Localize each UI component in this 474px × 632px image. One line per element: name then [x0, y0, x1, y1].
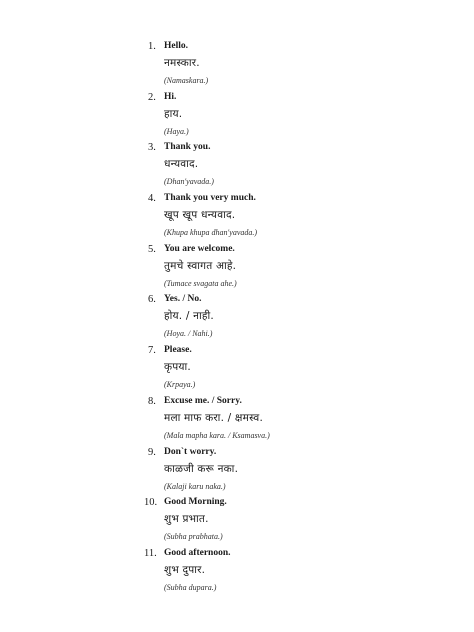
- marathi-phrase: मला माफ करा. / क्षमस्व.: [164, 411, 263, 424]
- transliteration: (Krpaya.): [164, 380, 196, 390]
- list-item: [144, 141, 454, 192]
- item-number: 3.: [148, 142, 156, 154]
- transliteration: (Kalaji karu naka.): [164, 481, 226, 491]
- transliteration: (Mala mapha kara. / Ksamasva.): [164, 430, 270, 440]
- transliteration: (Tumace svagata ahe.): [164, 278, 237, 288]
- item-number: 2.: [148, 91, 156, 103]
- transliteration: (Namaskara.): [164, 76, 209, 85]
- item-number: 6.: [148, 294, 156, 306]
- transliteration: (Haya.): [164, 126, 189, 136]
- english-phrase: Hi.: [164, 91, 177, 102]
- marathi-phrase: कृपया.: [164, 361, 191, 374]
- list-item: [144, 547, 454, 598]
- english-phrase: Excuse me. / Sorry.: [164, 395, 242, 406]
- list-item: [144, 192, 454, 243]
- english-phrase: Good afternoon.: [164, 547, 231, 558]
- item-number: 8.: [148, 395, 156, 407]
- english-phrase: Good Morning.: [164, 497, 227, 508]
- english-phrase: You are welcome.: [164, 243, 235, 254]
- marathi-phrase: काळजी करू नका.: [164, 462, 239, 475]
- marathi-phrase: होय. / नाही.: [164, 310, 214, 323]
- item-number: 9.: [148, 446, 156, 458]
- transliteration: (Subha prabhata.): [164, 532, 223, 542]
- item-number: 7.: [148, 345, 156, 357]
- marathi-phrase: शुभ प्रभात.: [164, 513, 209, 526]
- marathi-phrase: धन्यवाद.: [164, 158, 199, 171]
- transliteration: (Subha dupara.): [164, 582, 217, 592]
- english-phrase: Please.: [164, 345, 192, 356]
- marathi-phrase: शुभ दुपार.: [164, 563, 206, 576]
- english-phrase: Yes. / No.: [164, 294, 202, 305]
- item-number: 4.: [148, 193, 156, 205]
- transliteration: (Khupa khupa dhan'yavada.): [164, 228, 258, 238]
- list-item: [144, 243, 454, 294]
- list-item: [144, 395, 454, 446]
- list-item: [144, 496, 454, 547]
- english-phrase: Thank you.: [164, 142, 211, 153]
- list-item: [144, 91, 454, 142]
- marathi-phrase: हाय.: [164, 107, 183, 120]
- list-item: [144, 446, 454, 497]
- marathi-phrase: तुमचे स्वागत आहे.: [164, 259, 237, 272]
- english-phrase: Thank you very much.: [164, 193, 256, 204]
- list-item: [144, 344, 454, 395]
- item-number: 1.: [148, 41, 156, 52]
- transliteration: (Hoya. / Nahi.): [164, 329, 213, 339]
- english-phrase: Hello.: [164, 41, 189, 51]
- marathi-phrase: खूप खूप धन्यवाद.: [164, 209, 236, 222]
- transliteration: (Dhan'yavada.): [164, 177, 214, 187]
- item-number: 10.: [144, 497, 158, 509]
- english-phrase: Don`t worry.: [164, 446, 217, 457]
- item-number: 5.: [148, 243, 156, 255]
- list-item: [144, 40, 454, 91]
- phrase-list: [144, 40, 454, 598]
- marathi-phrase: नमस्कार.: [164, 57, 200, 69]
- list-item: [144, 293, 454, 344]
- item-number: 11.: [144, 547, 157, 559]
